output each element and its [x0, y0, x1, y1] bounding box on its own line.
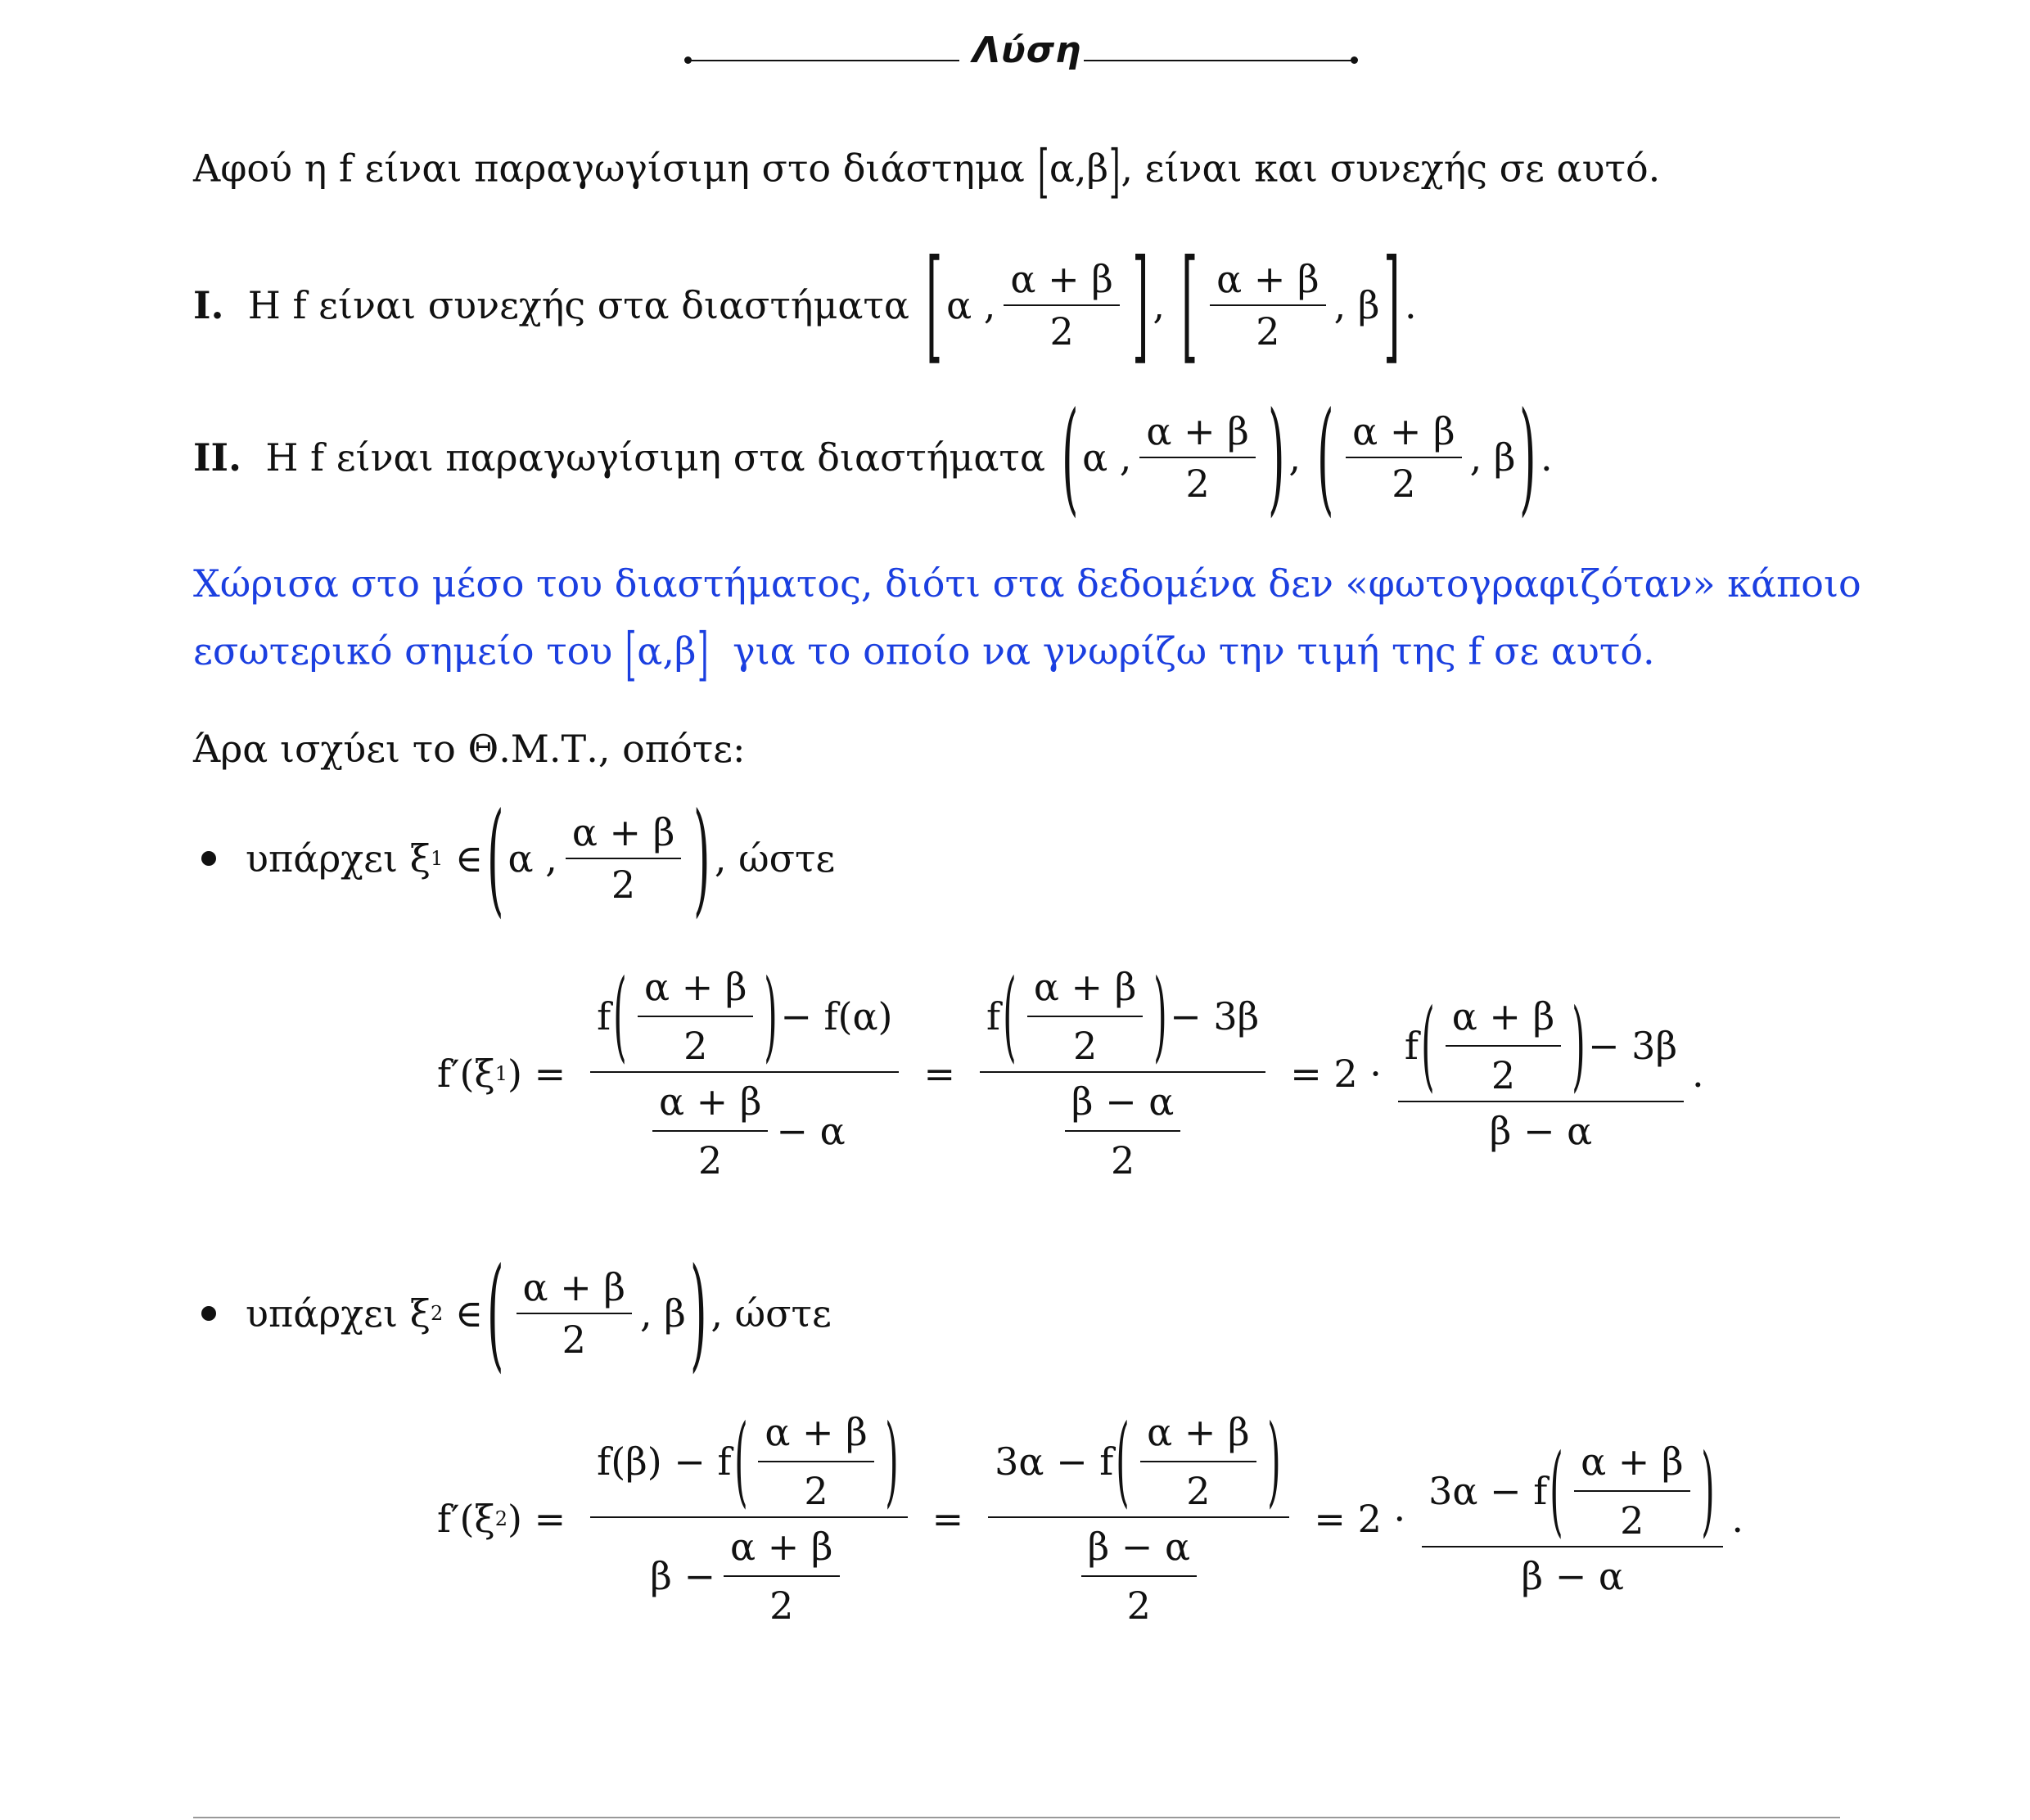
eq1-lhs: f′(ξ	[437, 1052, 495, 1096]
note-line-1: Χώρισα στο μέσο του διαστήματος, διότι στα δεδομένα δεν «φωτογραφιζόταν» κάποιο	[193, 561, 1861, 606]
eq2-term-3: 3α − f ( $\frac{\alpha + \beta}{2}$ ) β − α	[1422, 1439, 1723, 1598]
eq1-period: .	[1692, 1052, 1704, 1096]
bullet-2-after: , ώστε	[710, 1291, 832, 1336]
item-1-a: α	[946, 283, 972, 327]
note-line-2-before: εσωτερικό σημείο του	[193, 628, 613, 673]
eq1-term-1: f ( $\frac{\alpha + \beta}{2}$ ) − f(α) $\frac{\alpha + \beta}{2}$ − α	[590, 965, 899, 1183]
eq2-equals: =	[932, 1497, 964, 1541]
item-1: I. Η f είναι συνεχής στα διαστήματα [ α , $\frac{\alpha + \beta}{2}$ ] , [ $\frac{\alpha + \beta}{2}$ , β ] .	[193, 233, 1417, 376]
bullet-1-text: υπάρχει ξ	[246, 836, 431, 881]
in-symbol-2: ∈	[454, 1291, 483, 1336]
item-1-midpoint-fraction: $\frac{\alpha + \beta}{2}$	[1004, 260, 1119, 350]
in-symbol: ∈	[454, 836, 483, 881]
conclusion: Άρα ισχύει το Θ.Μ.Τ., οπότε:	[193, 727, 746, 771]
bullet-1: υπάρχει ξ 1 ∈ ( α , $\frac{\alpha + \beta}{2}$ ) , ώστε	[246, 786, 836, 930]
eq1-term-2: f ( $\frac{\alpha + \beta}{2}$ ) − 3β $\frac{\beta - \alpha}{2}$	[980, 965, 1265, 1183]
footer-rule	[193, 1817, 1840, 1818]
bullet-2-sub: 2	[431, 1302, 444, 1325]
equation-1: f′(ξ 1 ) = f ( $\frac{\alpha + \beta}{2}$ ) − f(α) $\frac{\alpha + \beta}{2}$ − α = f ( $\frac{\alpha + \beta}{2}$ ) − 3β $\frac{\beta - \alpha}{2}$ = 2 · f ( $\frac{\alpha + \beta}{2}$ ) − 3β β − α .	[437, 959, 1704, 1183]
eq2-period: .	[1731, 1497, 1744, 1541]
eq1-coefficient: = 2 ·	[1290, 1052, 1382, 1096]
note-interval: α,β	[637, 628, 697, 673]
eq2-term-2: 3α − f ( $\frac{\alpha + \beta}{2}$ ) $\frac{\beta - \alpha}{2}$	[988, 1410, 1289, 1628]
item-2-midpoint-fraction: $\frac{\alpha + \beta}{2}$	[1139, 412, 1255, 502]
note-line-2-after: για το οποίο να γνωρίζω την τιμή της f σε αυτό.	[733, 628, 1655, 673]
item-2-midpoint-fraction-2: $\frac{\alpha + \beta}{2}$	[1346, 412, 1461, 502]
bullet-2-text: υπάρχει ξ	[246, 1291, 431, 1336]
item-1-label: I.	[193, 283, 224, 327]
item-1-text: Η f είναι συνεχής στα διαστήματα	[247, 283, 909, 327]
eq1-sub: 1	[494, 1062, 508, 1085]
intro-paragraph: Αφού η f είναι παραγωγίσιμη στο διάστημα [α,β], είναι και συνεχής σε αυτό.	[193, 137, 1661, 205]
bullet-1-after: , ώστε	[714, 836, 836, 881]
eq2-sub: 2	[494, 1507, 508, 1530]
eq1-term-3: f ( $\frac{\alpha + \beta}{2}$ ) − 3β β − α	[1398, 994, 1684, 1153]
item-1-b: β	[1357, 283, 1380, 327]
eq2-term-1: f(β) − f ( $\frac{\alpha + \beta}{2}$ ) β − $\frac{\alpha + \beta}{2}$	[590, 1410, 907, 1628]
item-2-label: II.	[193, 435, 242, 480]
bullet-2-b: β	[664, 1291, 686, 1336]
item-2-a: α	[1082, 435, 1108, 480]
header-right-rule	[1084, 60, 1354, 61]
bullet-1-sub: 1	[431, 847, 444, 870]
eq2-coefficient: = 2 ·	[1314, 1497, 1406, 1541]
bullet-1-a: α	[508, 836, 534, 881]
item-1-midpoint-fraction-2: $\frac{\alpha + \beta}{2}$	[1210, 260, 1325, 350]
note-line-2: εσωτερικό σημείο του [α,β] για το οποίο να γνωρίζω την τιμή της f σε αυτό.	[193, 620, 1655, 687]
item-2-b: β	[1493, 435, 1516, 480]
header-right-dot	[1351, 56, 1358, 64]
intro-before: Αφού η f είναι παραγωγίσιμη στο διάστημα	[193, 146, 1025, 191]
bullet-1-fraction: $\frac{\alpha + \beta}{2}$	[566, 813, 681, 903]
solution-title: Λύση	[972, 29, 1082, 71]
bullet-2: υπάρχει ξ 2 ∈ ( $\frac{\alpha + \beta}{2}$ , β ) , ώστε	[246, 1241, 832, 1385]
bullet-1-marker	[201, 851, 216, 866]
equation-2: f′(ξ 2 ) = f(β) − f ( $\frac{\alpha + \beta}{2}$ ) β − $\frac{\alpha + \beta}{2}$ = 3α − f ( $\frac{\alpha + \beta}{2}$ ) $\frac{\beta - \alpha}{2}$ = 2 · 3α − f ( $\frac{\alpha + \beta}{2}$ ) β − α .	[437, 1404, 1744, 1628]
header-left-rule	[689, 60, 959, 61]
eq2-lhs: f′(ξ	[437, 1497, 495, 1541]
item-2-text: Η f είναι παραγωγίσιμη στα διαστήματα	[265, 435, 1045, 480]
bullet-2-marker	[201, 1306, 216, 1321]
eq1-equals: =	[923, 1052, 956, 1096]
item-2: II. Η f είναι παραγωγίσιμη στα διαστήματα ( α , $\frac{\alpha + \beta}{2}$ ) , ( $\frac{\alpha + \beta}{2}$ , β ) .	[193, 385, 1553, 529]
intro-interval: α,β	[1049, 146, 1109, 191]
bullet-2-fraction: $\frac{\alpha + \beta}{2}$	[517, 1268, 632, 1358]
intro-after: , είναι και συνεχής σε αυτό.	[1121, 146, 1661, 191]
